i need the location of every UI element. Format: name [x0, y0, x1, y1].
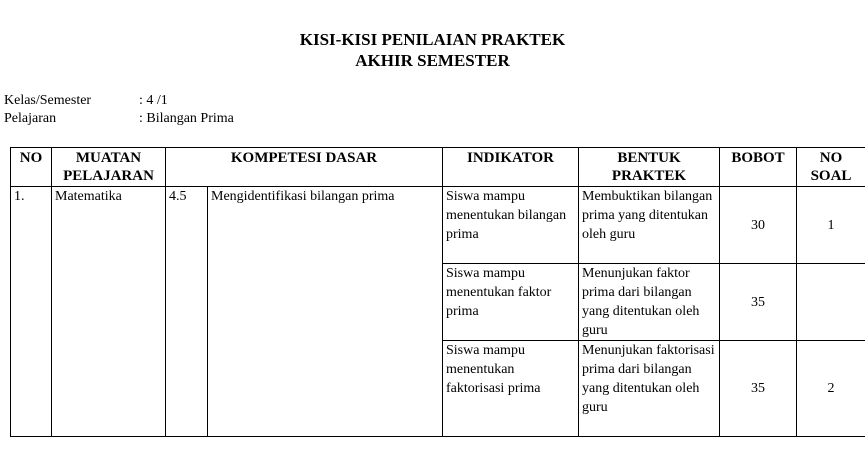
cell-no-soal: 1 [797, 187, 865, 264]
cell-no-soal [797, 264, 865, 341]
assessment-grid-table [10, 147, 865, 437]
pelajaran-label: Pelajaran [4, 111, 57, 126]
cell-indikator: Siswa mampu menentukan faktor prima [443, 264, 579, 341]
pelajaran-value: : Bilangan Prima [139, 111, 234, 126]
cell-muatan-pelajaran: Matematika [52, 187, 166, 437]
kelas-semester-line [4, 92, 168, 110]
cell-bobot: 30 [720, 187, 797, 264]
cell-no: 1. [11, 187, 52, 437]
cell-kd-number: 4.5 [166, 187, 208, 437]
document-subtitle: AKHIR SEMESTER [355, 51, 510, 70]
header-bentuk-praktek: BENTUK PRAKTEK [579, 148, 720, 187]
cell-bentuk-praktek: Membuktikan bilangan prima yang ditentukan oleh guru [579, 187, 720, 264]
cell-bobot: 35 [720, 341, 797, 437]
cell-kd-text: Mengidentifikasi bilangan prima [208, 187, 443, 437]
cell-bobot: 35 [720, 264, 797, 341]
document-title: KISI-KISI PENILAIAN PRAKTEK [299, 30, 566, 49]
cell-bentuk-praktek: Menunjukan faktor prima dari bilangan yang ditentukan oleh guru [579, 264, 720, 341]
header-indikator: INDIKATOR [443, 148, 579, 187]
cell-no-soal: 2 [797, 341, 865, 437]
header-no: NO [11, 148, 52, 187]
cell-indikator: Siswa mampu menentukan bilangan prima [443, 187, 579, 264]
kelas-semester-label: Kelas/Semester [4, 93, 92, 108]
header-kompetensi-dasar: KOMPETESI DASAR [166, 148, 443, 187]
table-row [11, 187, 865, 264]
header-bobot: BOBOT [720, 148, 797, 187]
cell-indikator: Siswa mampu menentukan faktorisasi prima [443, 341, 579, 437]
cell-bentuk-praktek: Menunjukan faktorisasi prima dari bilangan yang ditentukan oleh guru [579, 341, 720, 437]
pelajaran-line [4, 110, 234, 128]
header-muatan-pelajaran: MUATAN PELAJARAN [52, 148, 166, 187]
table-header-row [11, 148, 865, 187]
header-no-soal: NO SOAL [797, 148, 865, 187]
kelas-semester-value: : 4 /1 [139, 93, 168, 108]
